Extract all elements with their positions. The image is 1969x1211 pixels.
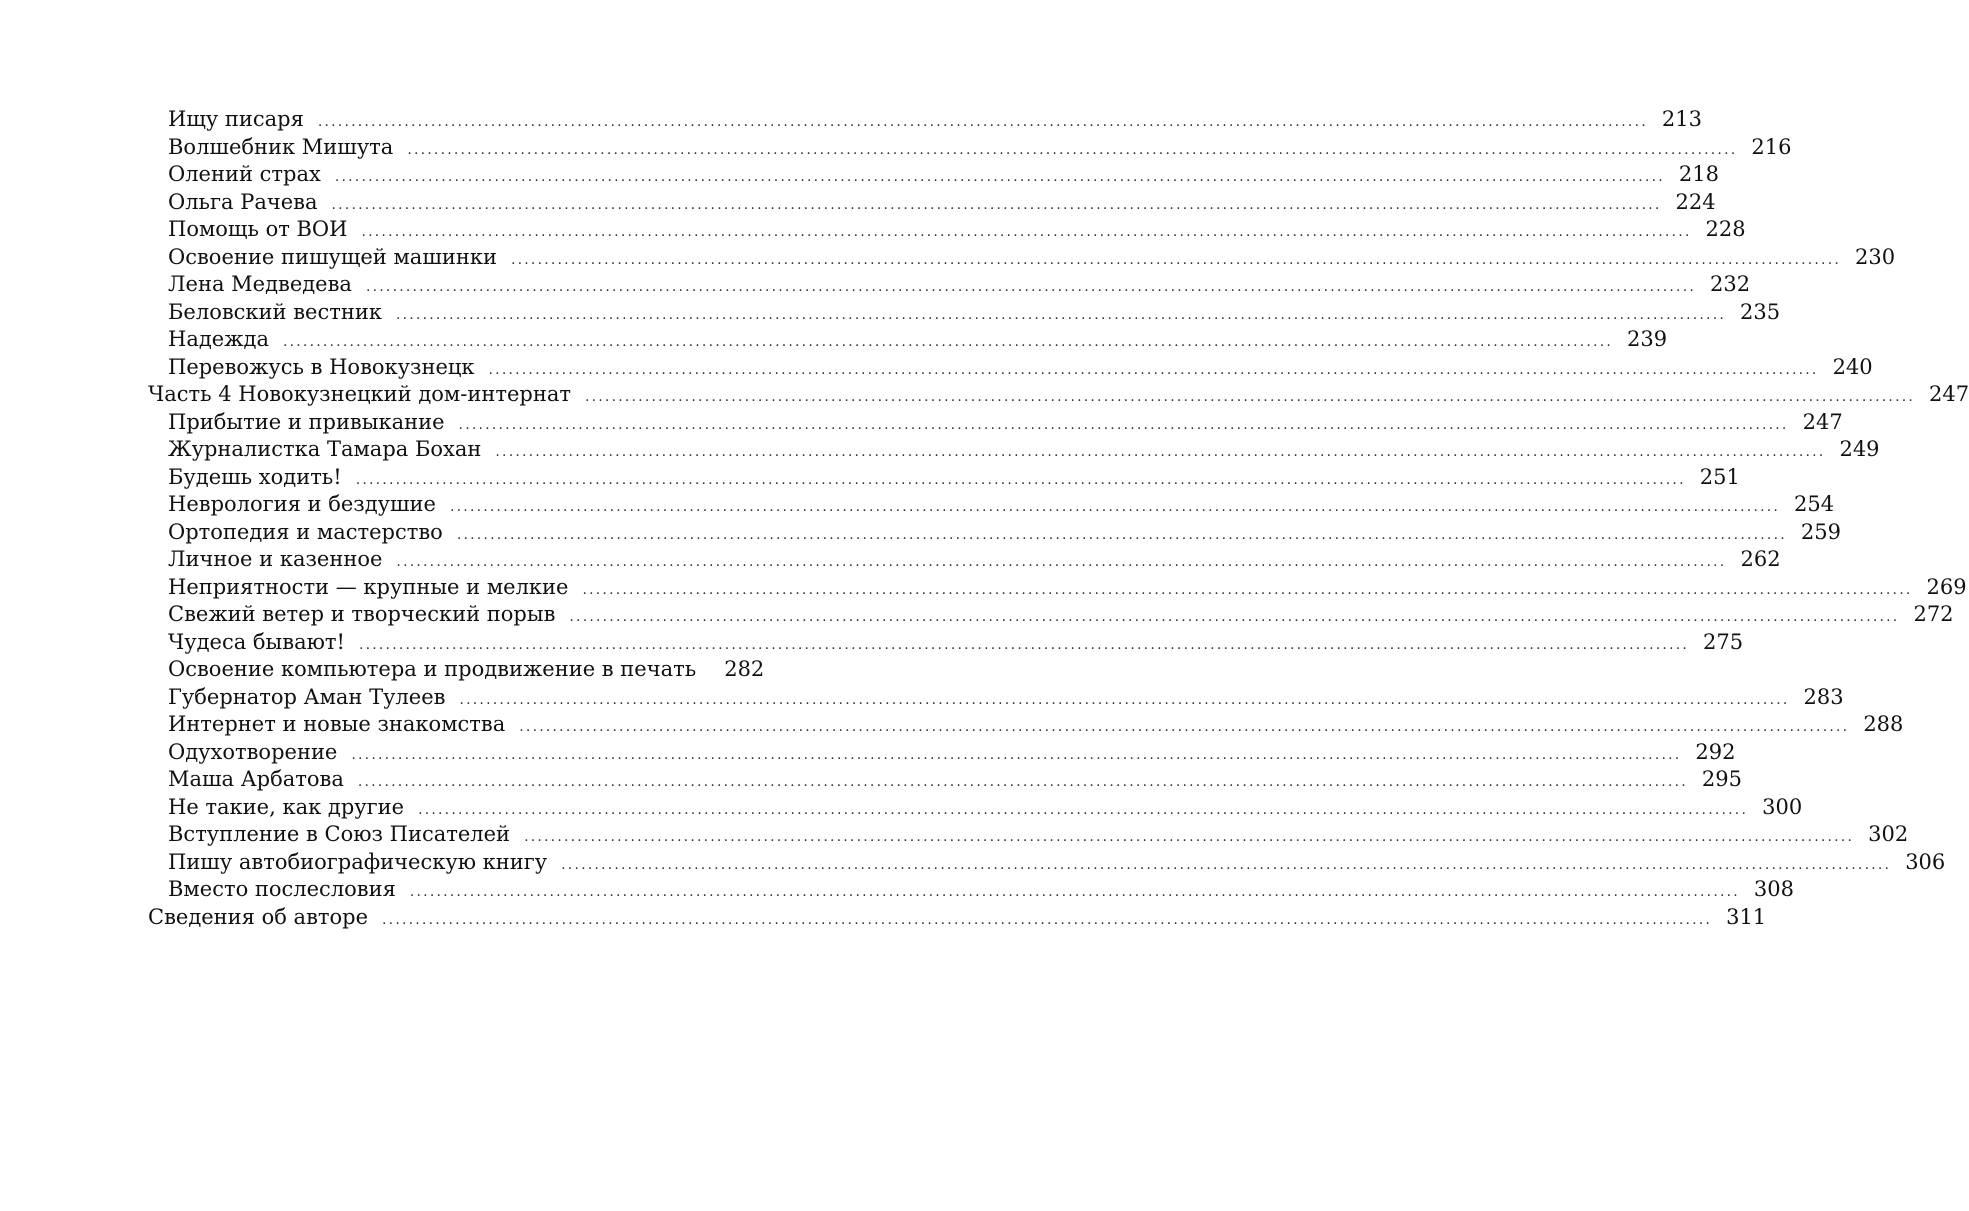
toc-entry-page-number: 218 — [1678, 162, 1719, 186]
dot-leader: ........................................................................................................................................................................................................ — [365, 279, 1697, 295]
toc-entry-title: Журналистка Тамара Бохан — [168, 437, 482, 461]
dot-leader: ........................................................................................................................................................................................................ — [358, 636, 1689, 653]
toc-entry-title: Пишу автобиографическую книгу — [168, 849, 548, 874]
toc-entry-title: Перевожусь в Новокузнецк — [168, 354, 475, 379]
toc-entry-page-number: 306 — [1905, 849, 1946, 874]
toc-entry-title: Надежда — [168, 327, 269, 351]
dot-leader: ........................................................................................................................................................................................................ — [357, 774, 1688, 790]
toc-entry-title: Ортопедия и мастерство — [168, 519, 443, 544]
toc-entry — [148, 574, 1967, 602]
dot-leader: ........................................................................................................................................................................................................ — [488, 361, 1819, 378]
toc-entry-page-number: 230 — [1855, 244, 1896, 269]
toc-entry-page-number: 235 — [1740, 299, 1781, 324]
toc-entry-title: Чудеса бывают! — [168, 629, 345, 654]
toc-entry-title: Прибытие и привыкание — [168, 409, 445, 434]
toc-entry-title: Ольга Рачева — [168, 189, 318, 214]
toc-entry-title: Неприятности — крупные и мелкие — [168, 574, 569, 599]
dot-leader: ........................................................................................................................................................................................................ — [519, 719, 1850, 735]
dot-leader: ........................................................................................................................................................................................................ — [317, 114, 1648, 130]
dot-leader: ........................................................................................................................................................................................................ — [409, 884, 1740, 900]
dot-leader: ........................................................................................................................................................................................................ — [459, 691, 1790, 708]
toc-entry-title: Сведения об авторе — [148, 904, 369, 929]
toc-entry-page-number: 216 — [1751, 134, 1792, 159]
toc-entry — [148, 849, 1946, 877]
toc-entry — [148, 244, 1896, 272]
toc-entry-page-number: 292 — [1695, 739, 1736, 764]
toc-entry-page-number: 247 — [1802, 409, 1843, 434]
toc-entry-page-number: 302 — [1868, 822, 1909, 846]
toc-entry — [148, 876, 1795, 904]
dot-leader: ........................................................................................................................................................................................................ — [456, 526, 1787, 543]
toc-entry — [148, 601, 1954, 629]
toc-entry — [148, 491, 1835, 519]
toc-entry-page-number: 254 — [1794, 492, 1835, 516]
toc-entry-page-number: 295 — [1701, 767, 1742, 791]
toc-entry — [148, 271, 1751, 299]
dot-leader: ........................................................................................................................................................................................................ — [582, 581, 1913, 598]
toc-entry-title: Лена Медведева — [168, 272, 352, 296]
dot-leader: ........................................................................................................................................................................................................ — [395, 306, 1727, 323]
toc-entry-title: Одухотворение — [168, 739, 338, 764]
toc-entry-title: Ищу писаря — [168, 107, 304, 131]
dot-leader: ........................................................................................................................................................................................................ — [418, 801, 1749, 818]
dot-leader: ........................................................................................................................................................................................................ — [382, 911, 1713, 928]
toc-entry-page-number: 269 — [1926, 574, 1967, 599]
toc-entry — [148, 684, 1844, 712]
toc-entry — [148, 629, 1744, 657]
toc-entry-title: Освоение пишущей машинки — [168, 244, 497, 269]
toc-entry — [148, 354, 1873, 382]
toc-entry-title: Беловский вестник — [168, 299, 382, 324]
dot-leader: ........................................................................................................................................................................................................ — [331, 196, 1662, 213]
toc-entry-page-number: 239 — [1627, 327, 1668, 351]
toc-entry-page-number: 232 — [1710, 272, 1751, 296]
toc-entry-page-number: 283 — [1803, 684, 1844, 709]
toc-entry-title: Вместо послесловия — [168, 877, 396, 901]
toc-entry — [148, 299, 1781, 327]
toc-entry-page-number: 311 — [1726, 904, 1767, 929]
toc-entry-page-number: 228 — [1705, 217, 1746, 241]
toc-entry-page-number: 308 — [1753, 877, 1795, 901]
toc-entry — [148, 381, 1969, 409]
toc-entry — [148, 546, 1781, 574]
dot-leader: ........................................................................................................................................................................................................ — [561, 856, 1892, 873]
toc-entry — [148, 711, 1904, 739]
toc-entry-page-number: 249 — [1839, 437, 1880, 461]
toc-entry-title: Олений страх — [168, 162, 321, 186]
toc-entry — [148, 739, 1736, 767]
toc-entry-page-number: 251 — [1699, 464, 1740, 489]
dot-leader: ........................................................................................................................................................................................................ — [334, 169, 1665, 185]
dot-leader: ........................................................................................................................................................................................................ — [569, 609, 1900, 625]
toc-entry — [148, 326, 1668, 354]
dot-leader: ........................................................................................................................................................................................................ — [282, 334, 1614, 350]
toc-entry-title: Не такие, как другие — [168, 794, 405, 819]
toc-entry — [148, 134, 1792, 162]
dot-leader: ........................................................................................................................................................................................................ — [361, 224, 1692, 240]
toc-entry — [148, 656, 765, 684]
toc-entry — [148, 409, 1843, 437]
dot-leader: ........................................................................................................................................................................................................ — [351, 746, 1682, 763]
dot-leader: ........................................................................................................................................................................................................ — [524, 829, 1855, 845]
toc-entry-title: Помощь от ВОИ — [168, 217, 348, 241]
toc-entry — [148, 904, 1767, 932]
toc-entry-title: Интернет и новые знакомства — [168, 712, 506, 736]
toc-entry-title: Губернатор Аман Тулеев — [168, 684, 446, 709]
toc-entry-page-number: 247 — [1929, 382, 1969, 406]
toc-entry — [148, 106, 1702, 134]
dot-leader: ........................................................................................................................................................................................................ — [355, 471, 1686, 488]
toc-entry-title: Неврология и бездушие — [168, 492, 436, 516]
toc-entry — [148, 216, 1746, 244]
table-of-contents — [148, 106, 1969, 931]
toc-entry-title: Часть 4 Новокузнецкий дом-интернат — [148, 382, 571, 406]
toc-entry-page-number: 272 — [1913, 602, 1954, 626]
toc-entry-title: Свежий ветер и творческий порыв — [168, 602, 556, 626]
toc-entry — [148, 161, 1719, 189]
toc-entry — [148, 794, 1803, 822]
toc-entry — [148, 189, 1716, 217]
toc-entry-title: Личное и казенное — [168, 547, 383, 571]
dot-leader: ........................................................................................................................................................................................................ — [584, 389, 1916, 405]
toc-entry — [148, 519, 1841, 547]
toc-entry-page-number: 262 — [1740, 547, 1781, 571]
toc-entry — [148, 821, 1909, 849]
toc-entry-page-number: 224 — [1675, 189, 1716, 214]
dot-leader: ........................................................................................................................................................................................................ — [458, 416, 1789, 433]
toc-entry-title: Маша Арбатова — [168, 767, 344, 791]
toc-entry-title: Волшебник Мишута — [168, 134, 394, 159]
toc-entry-page-number: 275 — [1703, 629, 1744, 654]
toc-entry-title: Вступление в Союз Писателей — [168, 822, 511, 846]
toc-entry-page-number: 213 — [1661, 107, 1702, 131]
toc-entry-page-number: 288 — [1863, 712, 1904, 736]
dot-leader: ........................................................................................................................................................................................................ — [407, 141, 1738, 158]
toc-entry-page-number: 300 — [1762, 794, 1803, 819]
dot-leader: ........................................................................................................................................................................................................ — [396, 554, 1727, 570]
toc-entry-title: Будешь ходить! — [168, 464, 342, 489]
dot-leader: ........................................................................................................................................................................................................ — [495, 444, 1826, 460]
dot-leader: ........................................................................................................................................................................................................ — [510, 251, 1842, 268]
dot-leader: ........................................................................................................................................................................................................ — [450, 499, 1781, 515]
toc-entry — [148, 464, 1740, 492]
toc-entry — [148, 766, 1742, 794]
toc-entry-page-number: 259 — [1800, 519, 1841, 544]
toc-entry-page-number: 282 — [724, 657, 765, 681]
toc-entry-page-number: 240 — [1832, 354, 1873, 379]
toc-entry-title: Освоение компьютера и продвижение в печать — [168, 657, 697, 681]
toc-entry — [148, 436, 1880, 464]
